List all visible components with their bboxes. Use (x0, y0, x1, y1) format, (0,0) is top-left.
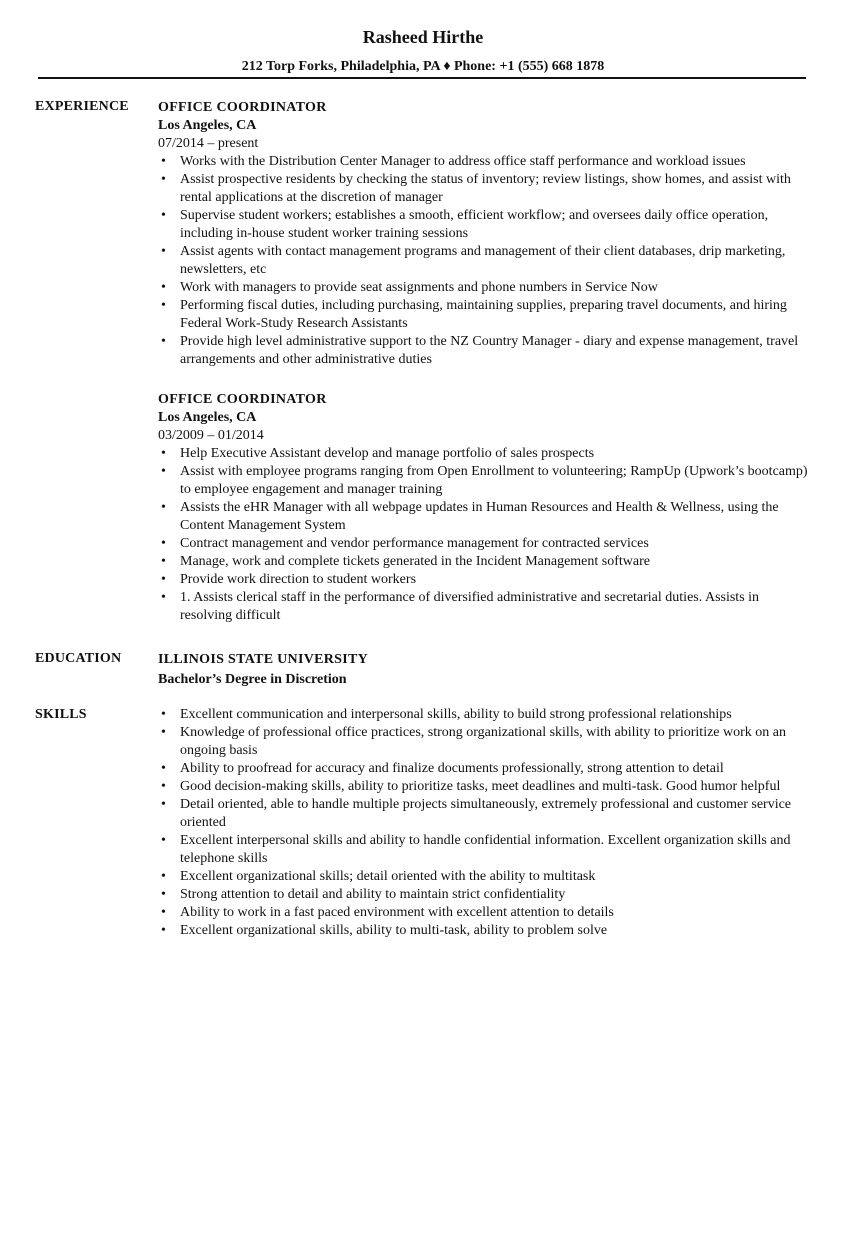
list-item: • Detail oriented, able to handle multiple projects simultaneously, extremely professional and customer service oriented (158, 796, 808, 832)
list-item: • Work with managers to provide seat assignments and phone numbers in Service Now (158, 279, 808, 297)
section-label-education: EDUCATION (35, 651, 122, 666)
list-item: • Excellent organizational skills; detail oriented with the ability to multitask (158, 868, 808, 886)
list-item: • Help Executive Assistant develop and manage portfolio of sales prospects (158, 445, 808, 463)
list-item: • Strong attention to detail and ability to maintain strict confidentiality (158, 886, 808, 904)
school-name: ILLINOIS STATE UNIVERSITY (158, 652, 369, 667)
job-title: OFFICE COORDINATOR (158, 392, 327, 407)
education-entry (158, 651, 808, 689)
list-item: • Contract management and vendor performance management for contracted services (158, 535, 808, 553)
list-item: • Ability to work in a fast paced environment with excellent attention to details (158, 904, 808, 922)
job-title: OFFICE COORDINATOR (158, 100, 327, 115)
section-label-skills: SKILLS (35, 707, 87, 722)
list-item: • 1. Assists clerical staff in the performance of diversified administrative and secretarial duties. Assists in resolving difficult (158, 589, 808, 625)
list-item: • Good decision-making skills, ability to prioritize tasks, meet deadlines and multi-task. Good humor helpful (158, 778, 808, 796)
degree: Bachelor’s Degree in Discretion (158, 672, 347, 687)
list-item: • Assists the eHR Manager with all webpage updates in Human Resources and Health & Wellness, using the Content Management System (158, 499, 808, 535)
list-item: • Supervise student workers; establishes a smooth, efficient workflow; and oversees daily office operation, including in-house student worker training sessions (158, 207, 808, 243)
list-item: • Works with the Distribution Center Manager to address office staff performance and workload issues (158, 153, 808, 171)
list-item: • Manage, work and complete tickets generated in the Incident Management software (158, 553, 808, 571)
list-item: • Knowledge of professional office practices, strong organizational skills, with ability to prioritize work on an ongoing basis (158, 724, 808, 760)
list-item: • Ability to proofread for accuracy and finalize documents professionally, strong attention to detail (158, 760, 808, 778)
job-duties-list (158, 153, 808, 369)
list-item: • Performing fiscal duties, including purchasing, maintaining supplies, preparing travel documents, and hiring Federal Work-Study Research Assistants (158, 297, 808, 333)
job-dates: 03/2009 – 01/2014 (158, 428, 264, 443)
job-entry (158, 99, 808, 369)
contact-line: 212 Torp Forks, Philadelphia, PA ♦ Phone: +1 (555) 668 1878 (241, 59, 605, 74)
list-item: • Assist agents with contact management programs and management of their client databases, drip marketing, newsletters, etc (158, 243, 808, 279)
list-item: • Provide high level administrative support to the NZ Country Manager - diary and expense management, travel arrangements and other administrative duties (158, 333, 808, 369)
list-item: • Provide work direction to student workers (158, 571, 808, 589)
job-location: Los Angeles, CA (158, 410, 257, 425)
job-entry (158, 391, 808, 625)
skills-list (158, 706, 808, 940)
section-label-experience: EXPERIENCE (35, 99, 129, 114)
candidate-name: Rasheed Hirthe (362, 27, 484, 47)
job-duties-list (158, 445, 808, 625)
list-item: • Excellent interpersonal skills and ability to handle confidential information. Excellent organization skills and telephone skills (158, 832, 808, 868)
list-item: • Excellent organizational skills, ability to multi-task, ability to problem solve (158, 922, 808, 940)
skills-entry (158, 706, 808, 940)
header-divider (38, 77, 806, 79)
job-location: Los Angeles, CA (158, 118, 257, 133)
job-dates: 07/2014 – present (158, 136, 259, 151)
list-item: • Assist with employee programs ranging from Open Enrollment to volunteering; RampUp (Upwork’s bootcamp) to employee engagement and manager training (158, 463, 808, 499)
list-item: • Excellent communication and interpersonal skills, ability to build strong professional relationships (158, 706, 808, 724)
list-item: • Assist prospective residents by checking the status of inventory; review listings, show homes, and assist with rental applications at the discretion of manager (158, 171, 808, 207)
